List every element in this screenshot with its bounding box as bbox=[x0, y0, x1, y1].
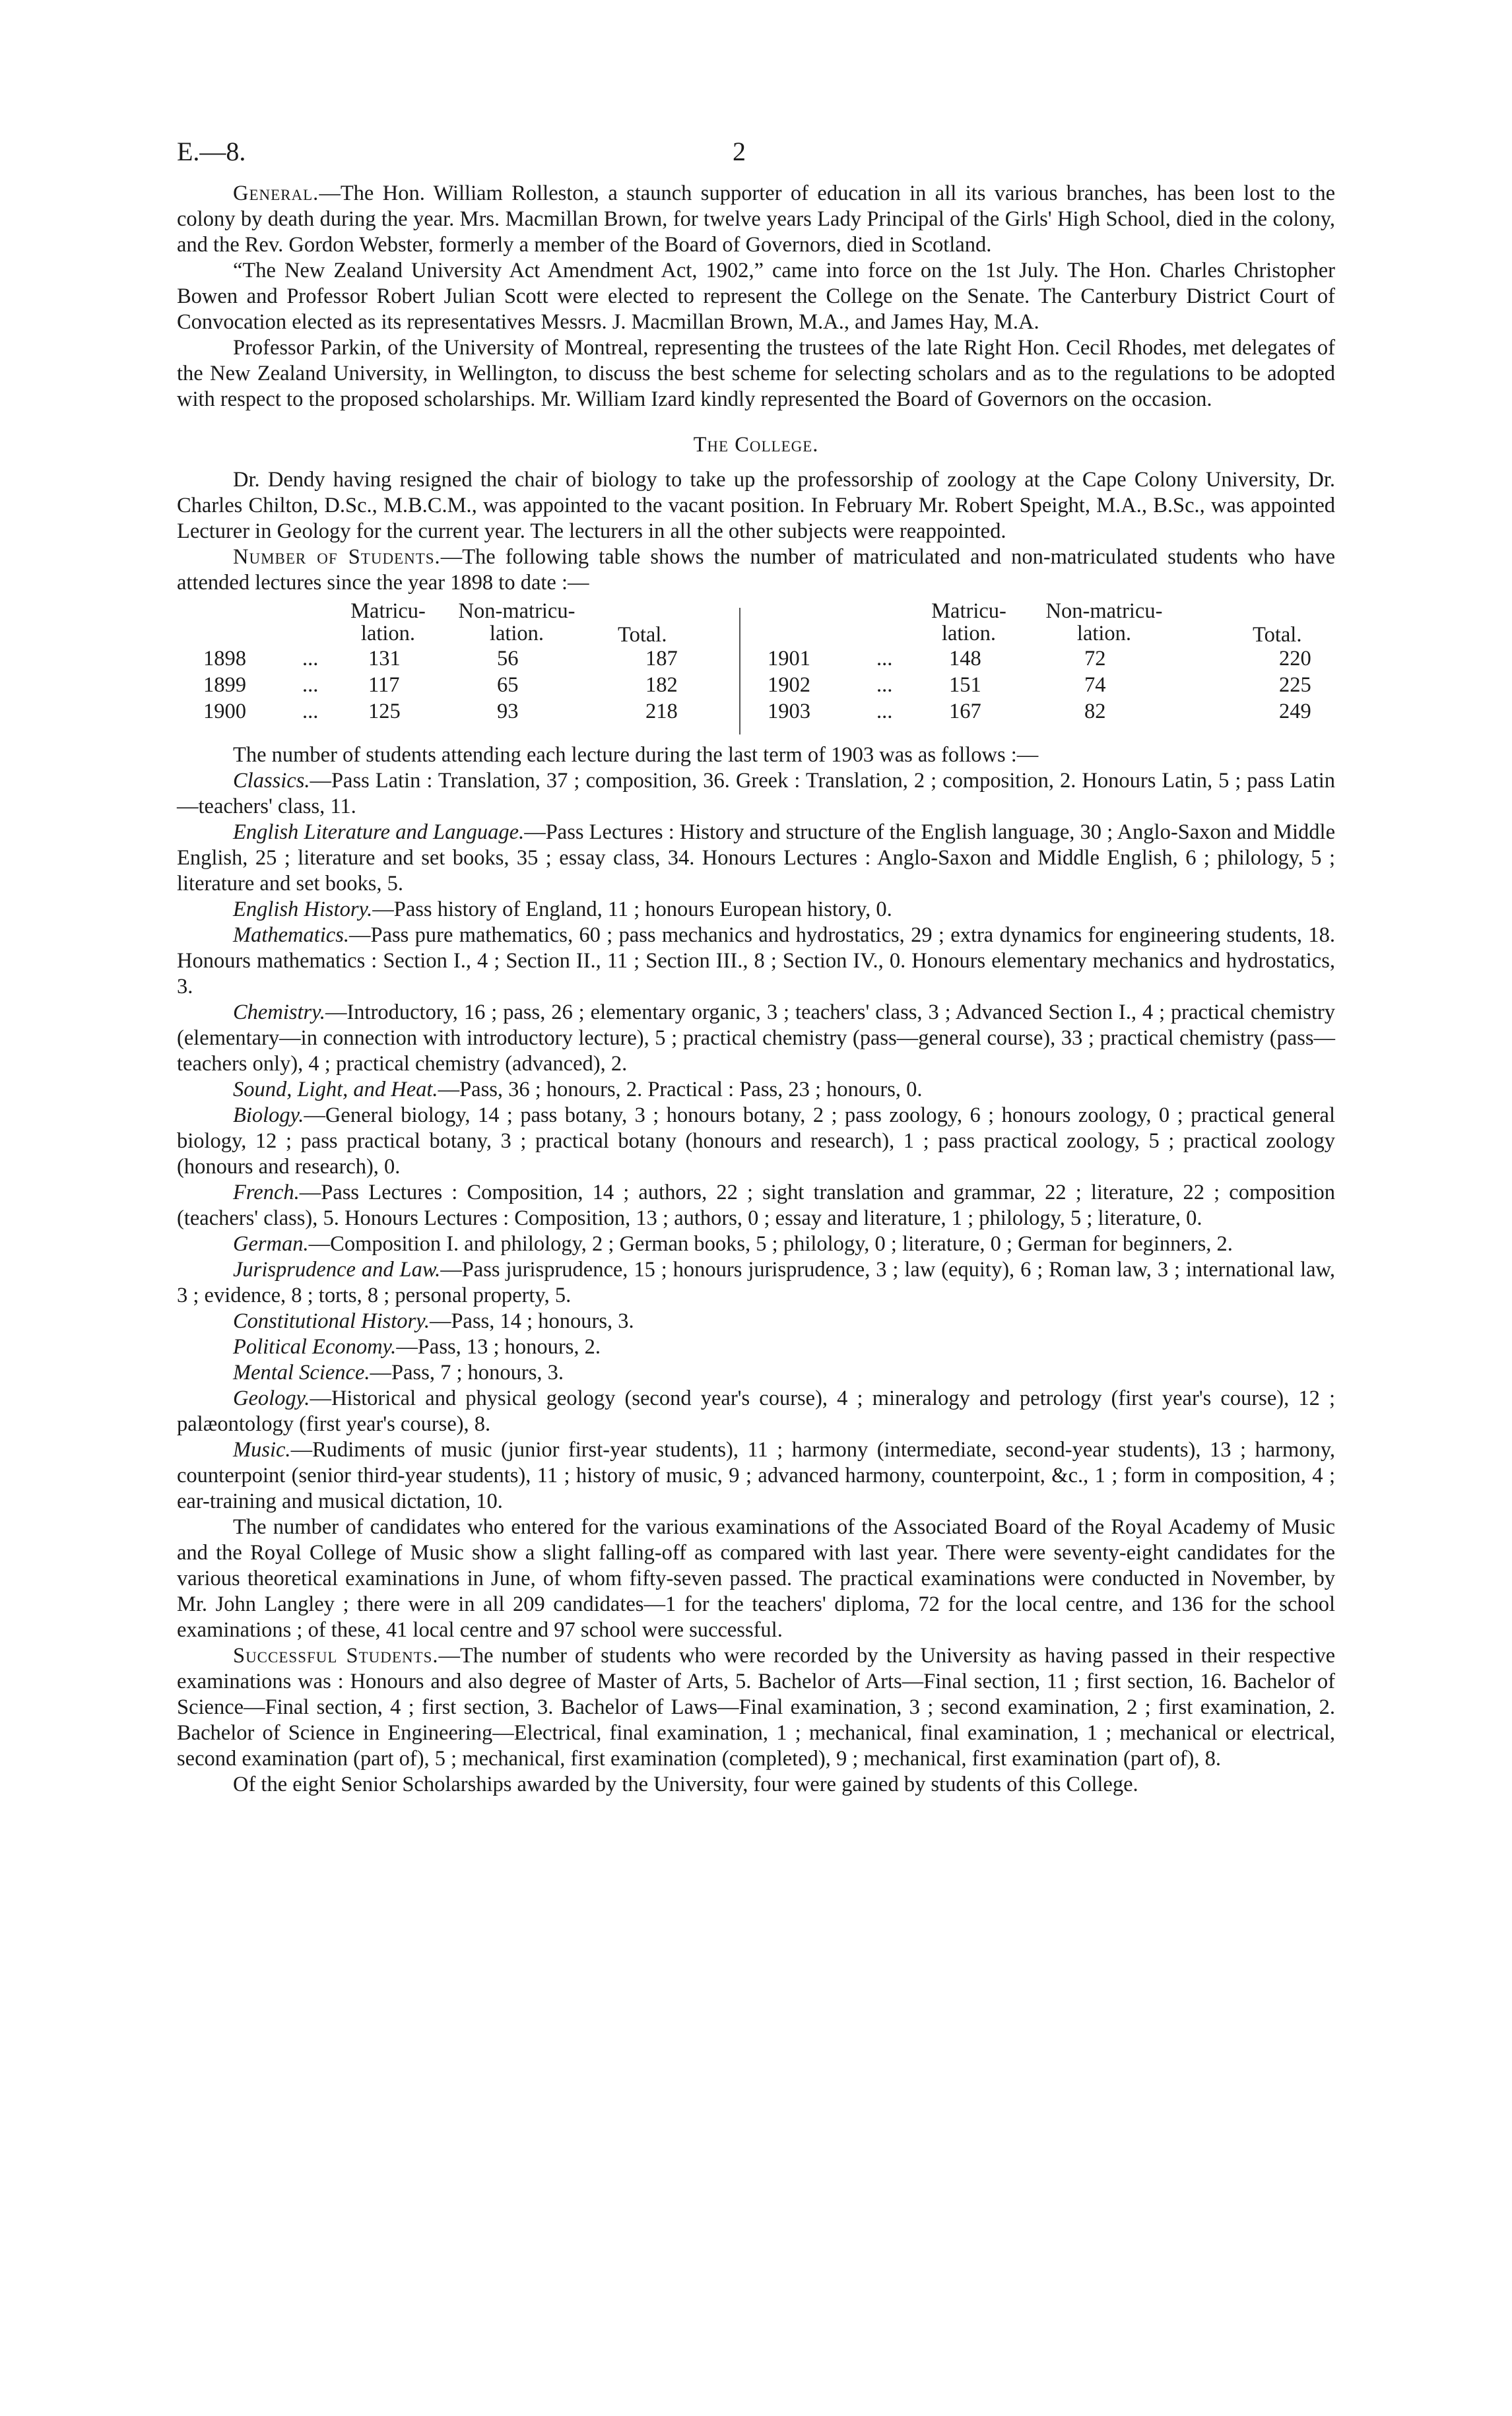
lecture-text: —Composition I. and philology, 2 ; German books, 5 ; philology, 0 ; literature, 0 ; German for beginners, 2. bbox=[308, 1232, 1233, 1256]
general-text: —The Hon. William Rolleston, a staunch supporter of education in all its various branches, has been lost to the colony by death during the year. Mrs. Macmillan Brown, for twelve years Lady Principal of the Girls' High School, died in the colony, and the Rev. Gordon Webster, formerly a member of the Board of Governors, died in Scotland. bbox=[177, 181, 1335, 257]
music-exams-paragraph: The number of candidates who entered for the various examinations of the Associated Board of the Royal Academy of Music and the Royal College of Music show a slight falling-off as compared with last year. There were seventy-eight candidates for the various theoretical examinations in June, of whom fifty-seven passed. The practical examinations were conducted in November, by Mr. John Langley ; there were in all 209 candidates—1 for the teachers' diploma, 72 for the local centre, and 136 for the school examinations ; of these, 41 local centre and 97 school were successful. bbox=[177, 1515, 1335, 1642]
general-paragraph-1 bbox=[177, 181, 1335, 258]
scholarships-paragraph: Of the eight Senior Scholarships awarded by the University, four were gained by students of this College. bbox=[233, 1773, 1138, 1796]
table-cell-year: 1903 bbox=[768, 700, 810, 723]
lecture-constitutional-history bbox=[177, 1309, 1335, 1334]
lecture-music bbox=[177, 1437, 1335, 1515]
lecture-subject: Chemistry. bbox=[233, 1000, 325, 1024]
table-divider bbox=[739, 608, 740, 735]
page-header bbox=[177, 139, 1335, 181]
successful-label: Successful Students. bbox=[233, 1644, 439, 1668]
table-cell-dots: ... bbox=[302, 647, 319, 670]
table-cell-matric: 151 bbox=[949, 673, 981, 697]
lecture-sound-light-heat bbox=[177, 1077, 1335, 1103]
left-header-nonmatric: Non-matricu- lation. bbox=[458, 599, 575, 645]
lecture-mental-science bbox=[177, 1360, 1335, 1386]
right-header-nonmatric: Non-matricu- lation. bbox=[1045, 599, 1163, 645]
right-header-total: Total. bbox=[1253, 623, 1302, 647]
lecture-text: —Introductory, 16 ; pass, 26 ; elementary organic, 3 ; teachers' class, 3 ; Advanced Section I., 4 ; practical chemistry (elementary—in connection with introductory lecture), 5 ; practical chemistry (pass—general course), 33 ; practical chemistry (pass—teachers only), 4 ; practical chemistry (advanced), 2. bbox=[177, 1000, 1335, 1076]
table-cell-total: 182 bbox=[645, 673, 678, 697]
lecture-text: —Pass Lectures : Composition, 14 ; authors, 22 ; sight translation and grammar, 22 ; literature, 22 ; composition (teachers' class), 5. Honours Lectures : Composition, 13 ; authors, 0 ; essay and literature, 1 ; philology, 5 ; literature, 0. bbox=[177, 1181, 1335, 1230]
section-heading-college: The College. bbox=[693, 433, 819, 457]
table-cell-dots: ... bbox=[876, 673, 893, 697]
lecture-text: —Pass Latin : Translation, 37 ; composition, 36. Greek : Translation, 2 ; composition, 2. Honours Latin, 5 ; pass Latin—teachers' class, 11. bbox=[177, 769, 1335, 818]
general-label: General. bbox=[233, 181, 319, 205]
table-cell-matric: 125 bbox=[368, 700, 401, 723]
lecture-text: —Pass Lectures : History and structure of the English language, 30 ; Anglo-Saxon and Middle English, 25 ; literature and set books, 35 ; essay class, 34. Honours Lectures : Anglo-Saxon and Middle English, 6 ; philology, 5 ; literature and set books, 5. bbox=[177, 820, 1335, 896]
students-paragraph bbox=[177, 544, 1335, 596]
students-table bbox=[177, 600, 1335, 738]
table-cell-year: 1899 bbox=[203, 673, 246, 697]
lecture-chemistry bbox=[177, 1000, 1335, 1077]
lecture-english-history bbox=[177, 897, 1335, 923]
lecture-subject: Political Economy. bbox=[233, 1335, 397, 1359]
left-header-matric: Matricu- lation. bbox=[350, 599, 426, 645]
lecture-subject: Classics. bbox=[233, 769, 310, 793]
lecture-subject: English Literature and Language. bbox=[233, 820, 525, 844]
table-cell-total: 249 bbox=[1279, 700, 1311, 723]
table-cell-year: 1900 bbox=[203, 700, 246, 723]
lecture-geology bbox=[177, 1386, 1335, 1437]
table-cell-nonmatric: 74 bbox=[1084, 673, 1106, 697]
lecture-text: —Rudiments of music (junior first-year students), 11 ; harmony (intermediate, second-year students), 13 ; harmony, counterpoint (senior third-year students), 11 ; history of music, 9 ; advanced harmony, counterpoint, &c., 1 ; form in composition, 4 ; ear-training and musical dictation, 10. bbox=[177, 1438, 1335, 1513]
table-cell-dots: ... bbox=[302, 673, 319, 697]
table-cell-dots: ... bbox=[302, 700, 319, 723]
page-number: 2 bbox=[733, 137, 746, 166]
college-paragraph-1: Dr. Dendy having resigned the chair of biology to take up the professorship of zoology at the Cape Colony University, Dr. Charles Chilton, D.Sc., M.B.C.M., was appointed to the vacant position. In February Mr. Robert Speight, M.A., B.Sc., was appointed Lecturer in Geology for the current year. The lecturers in all the other subjects were reappointed. bbox=[177, 468, 1335, 543]
table-cell-dots: ... bbox=[876, 700, 893, 723]
lecture-text: —Pass, 36 ; honours, 2. Practical : Pass, 23 ; honours, 0. bbox=[438, 1078, 923, 1101]
right-header-matric: Matricu- lation. bbox=[931, 599, 1006, 645]
students-label: Number of Students. bbox=[233, 545, 441, 569]
lecture-german bbox=[177, 1231, 1335, 1257]
table-cell-nonmatric: 82 bbox=[1084, 700, 1106, 723]
lecture-biology bbox=[177, 1103, 1335, 1180]
left-header-total: Total. bbox=[618, 623, 667, 647]
lecture-political-economy bbox=[177, 1334, 1335, 1360]
lecture-text: —Pass jurisprudence, 15 ; honours jurisprudence, 3 ; law (equity), 6 ; Roman law, 3 ; international law, 3 ; evidence, 8 ; torts, 8 ; personal property, 5. bbox=[177, 1258, 1336, 1307]
successful-text: —The number of students who were recorded by the University as having passed in their respective examinations was : Honours and also degree of Master of Arts, 5. Bachelor of Arts—Final section, 11 ; first section, 16. Bachelor of Science—Final section, 4 ; first section, 3. Bachelor of Laws—Final examination, 3 ; second examination, 2 ; first examination, 2. Bachelor of Science in Engineering—Electrical, final examination, 1 ; mechanical, final examination, 1 ; mechanical or electrical, second examination (part of), 5 ; mechanical, first examination (completed), 9 ; mechanical, first examination (part of), 8. bbox=[177, 1644, 1335, 1771]
lecture-subject: Constitutional History. bbox=[233, 1309, 430, 1333]
general-paragraph-3: Professor Parkin, of the University of Montreal, representing the trustees of the late Right Hon. Cecil Rhodes, met delegates of the New Zealand University, in Wellington, to discuss the best scheme for selecting scholars and as to the regulations to be adopted with respect to the proposed scholarships. Mr. William Izard kindly represented the Board of Governors on the occasion. bbox=[177, 336, 1335, 411]
lecture-subject: Mental Science. bbox=[233, 1361, 370, 1385]
lecture-text: —General biology, 14 ; pass botany, 3 ; honours botany, 2 ; pass zoology, 6 ; honours zoology, 0 ; practical general biology, 12 ; pass practical botany, 3 ; practical botany (honours and research), 1 ; pass practical zoology, 5 ; practical zoology (honours and research), 0. bbox=[177, 1103, 1335, 1179]
table-cell-matric: 167 bbox=[949, 700, 981, 723]
table-cell-matric: 117 bbox=[368, 673, 400, 697]
lecture-text: —Pass, 13 ; honours, 2. bbox=[396, 1335, 601, 1359]
table-cell-matric: 131 bbox=[368, 647, 401, 670]
lecture-subject: Sound, Light, and Heat. bbox=[233, 1078, 438, 1101]
lecture-text: —Pass, 7 ; honours, 3. bbox=[370, 1361, 564, 1385]
general-paragraph-2: “The New Zealand University Act Amendment Act, 1902,” came into force on the 1st July. The Hon. Charles Christopher Bowen and Professor Robert Julian Scott were elected to represent the College on the Senate. The Canterbury District Court of Convocation elected as its representatives Messrs. J. Macmillan Brown, M.A., and James Hay, M.A. bbox=[177, 259, 1335, 334]
lecture-text: —Pass history of England, 11 ; honours European history, 0. bbox=[372, 898, 892, 921]
lecture-subject: French. bbox=[233, 1181, 300, 1204]
lecture-text: —Pass pure mathematics, 60 ; pass mechanics and hydrostatics, 29 ; extra dynamics for engineering students, 18. Honours mathematics : Section I., 4 ; Section II., 11 ; Section III., 8 ; Section IV., 0. Honours elementary mechanics and hydrostatics, 3. bbox=[177, 923, 1335, 998]
lecture-subject: Music. bbox=[233, 1438, 291, 1462]
table-cell-total: 218 bbox=[645, 700, 678, 723]
lecture-classics bbox=[177, 768, 1335, 820]
students-text: —The following table shows the number of matriculated and non-matriculated students who have attended lectures since the year 1898 to date :— bbox=[177, 545, 1336, 595]
lecture-subject: Geology. bbox=[233, 1387, 310, 1410]
table-cell-dots: ... bbox=[876, 647, 893, 670]
lecture-jurisprudence bbox=[177, 1257, 1335, 1309]
lecture-text: —Pass, 14 ; honours, 3. bbox=[429, 1309, 634, 1333]
lecture-text: —Historical and physical geology (second year's course), 4 ; mineralogy and petrology (first year's course), 12 ; palæontology (first year's course), 8. bbox=[177, 1387, 1335, 1436]
table-cell-nonmatric: 93 bbox=[497, 700, 519, 723]
table-cell-total: 225 bbox=[1279, 673, 1311, 697]
table-cell-matric: 148 bbox=[949, 647, 981, 670]
lectures-intro: The number of students attending each lecture during the last term of 1903 was as follows :— bbox=[233, 743, 1039, 767]
lecture-subject: Mathematics. bbox=[233, 923, 350, 947]
lecture-french bbox=[177, 1180, 1335, 1231]
lecture-english-literature bbox=[177, 820, 1335, 897]
lecture-mathematics bbox=[177, 923, 1335, 1000]
table-cell-total: 187 bbox=[645, 647, 678, 670]
lecture-subject: Biology. bbox=[233, 1103, 304, 1127]
table-cell-year: 1902 bbox=[768, 673, 810, 697]
table-cell-year: 1901 bbox=[768, 647, 810, 670]
table-cell-year: 1898 bbox=[203, 647, 246, 670]
successful-students-paragraph bbox=[177, 1643, 1335, 1772]
document-page bbox=[177, 139, 1335, 1798]
table-cell-nonmatric: 65 bbox=[497, 673, 519, 697]
lecture-subject: German. bbox=[233, 1232, 309, 1256]
document-reference: E.—8. bbox=[177, 137, 246, 166]
table-cell-total: 220 bbox=[1279, 647, 1311, 670]
lecture-subject: Jurisprudence and Law. bbox=[233, 1258, 441, 1282]
lecture-subject: English History. bbox=[233, 898, 373, 921]
table-cell-nonmatric: 56 bbox=[497, 647, 519, 670]
table-cell-nonmatric: 72 bbox=[1084, 647, 1106, 670]
